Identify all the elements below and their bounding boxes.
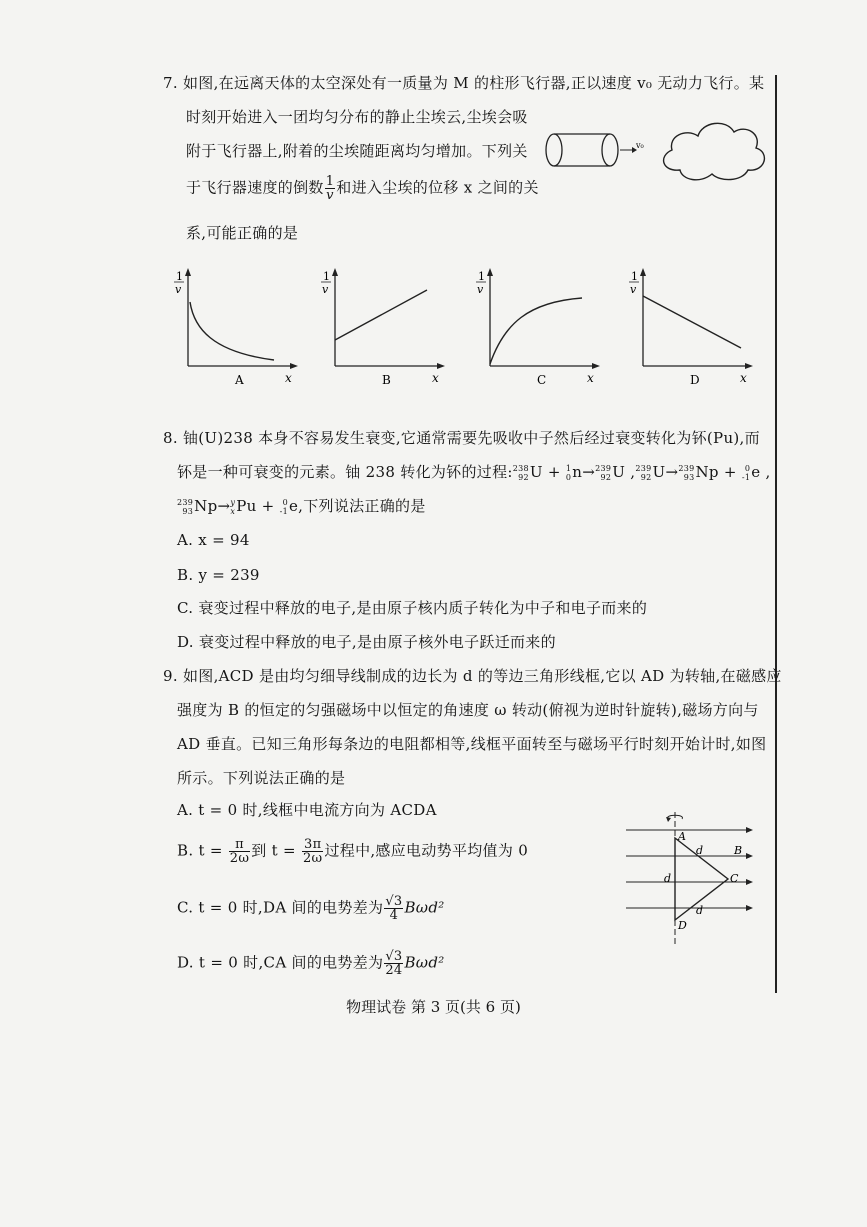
q8-line2-pre: 钚是一种可衰变的元素。铀 238 转化为钚的过程:	[177, 463, 513, 481]
pu-iso	[230, 498, 235, 516]
cylinder-spacecraft	[546, 134, 618, 166]
label-d: D	[678, 919, 687, 932]
pu-z: x	[230, 507, 236, 516]
q9-d-frac	[384, 950, 403, 977]
q9-b-post: 过程中,感应电动势平均值为 0	[324, 841, 529, 860]
e-mass-b: 0	[282, 498, 288, 507]
graph-d-xlabel: x	[740, 371, 747, 385]
frac-den: 4	[389, 908, 399, 923]
label-c: C	[730, 872, 739, 885]
np-z-b: 93	[182, 507, 194, 516]
q7-line4-post: 和进入尘埃的位移 x 之间的关	[336, 178, 539, 197]
graph-a	[174, 268, 298, 387]
label-d-side-bottom: d	[696, 904, 704, 917]
q9-line2: 强度为 B 的恒定的匀强磁场中以恒定的角速度 ω 转动(俯视为逆时针旋转),磁场方向与	[177, 701, 759, 719]
frac-num: 1	[325, 174, 335, 189]
u239-z-b: 92	[640, 473, 652, 482]
graph-d	[629, 268, 753, 387]
np-mass-b: 239	[177, 498, 194, 507]
graph-b-line	[335, 290, 427, 340]
graph-a-label: A	[235, 373, 244, 387]
graph-b-ylabel-num: 1	[323, 270, 330, 283]
q9-b-frac2	[302, 838, 323, 865]
q7-line3: 附于飞行器上,附着的尘埃随距离均匀增加。下列关	[186, 142, 528, 160]
graph-a-curve	[190, 302, 274, 360]
np-iso-b	[177, 498, 193, 516]
q8-option-a: A. x = 94	[177, 531, 250, 549]
q9-line3: AD 垂直。已知三角形每条边的电阻都相等,线框平面转至与磁场平行时刻开始计时,如图	[177, 735, 767, 753]
q9-d-pre: D. t = 0 时,CA 间的电势差为	[177, 953, 384, 972]
graph-a-ylabel-num: 1	[176, 270, 183, 283]
graph-d-line	[643, 296, 741, 348]
q8-line1: 8. 铀(U)238 本身不容易发生衰变,它通常需要先吸收中子然后经过衰变转化为钚(Pu),而	[163, 429, 760, 447]
q8-option-b: B. y = 239	[177, 566, 260, 584]
margin-rule	[775, 75, 777, 993]
q7-line4	[186, 175, 539, 202]
graph-c-curve	[490, 298, 582, 364]
q8-line3-end: e,下列说法正确的是	[288, 497, 426, 515]
q9-option-d	[177, 950, 445, 977]
q8-line3: 239 93 Np→ y x Pu + 0 -1 e,下列说法正确的是	[177, 497, 426, 516]
graph-d-label: D	[690, 373, 700, 387]
q9-b-mid: 到 t =	[251, 841, 301, 860]
q8-option-c: C. 衰变过程中释放的电子,是由原子核内质子转化为中子和电子而来的	[177, 599, 648, 617]
label-a: A	[678, 830, 686, 843]
u239-mass-b: 239	[635, 464, 652, 473]
graph-c-label: C	[537, 373, 547, 387]
u239-iso-b	[635, 464, 651, 482]
e-iso-b	[280, 498, 288, 516]
q9-b-frac1	[229, 838, 250, 865]
spacecraft-dust-figure	[540, 112, 770, 192]
q9-c-frac	[384, 895, 403, 922]
q9-option-c	[177, 895, 445, 922]
triangle-loop-figure	[620, 808, 770, 948]
graph-c	[476, 268, 600, 387]
q8-line3-post: Pu +	[236, 497, 280, 515]
frac-num: √3	[385, 949, 403, 964]
e-iso	[742, 464, 750, 482]
q9-option-a: A. t = 0 时,线框中电流方向为 ACDA	[177, 801, 437, 819]
np-iso	[678, 464, 694, 482]
frac-den: 2ω	[302, 851, 323, 866]
q9-line1: 9. 如图,ACD 是由均匀细导线制成的边长为 d 的等边三角形线框,它以 AD 为转轴,在磁感应	[163, 667, 782, 685]
graph-b-ylabel-den: v	[322, 283, 329, 296]
graph-a-xlabel: x	[285, 371, 292, 385]
graph-a-ylabel-den: v	[175, 283, 182, 296]
graph-d-ylabel-num: 1	[631, 270, 638, 283]
q9-c-pre: C. t = 0 时,DA 间的电势差为	[177, 898, 384, 917]
graph-c-xlabel: x	[587, 371, 594, 385]
frac-num: 3π	[302, 838, 323, 852]
n-z: 0	[565, 473, 572, 482]
u238-iso	[513, 464, 529, 482]
dust-cloud	[664, 123, 765, 180]
q9-option-b	[177, 838, 528, 865]
frac-num: π	[229, 838, 250, 852]
q8-line2: 钚是一种可衰变的元素。铀 238 转化为钚的过程: 238 92 U + 1 0 n→ 239 92 U , 239 92 U→ 239 93 Np + 0 -1 e ,	[177, 463, 771, 482]
graph-d-ylabel-den: v	[630, 283, 637, 296]
np-mass: 239	[678, 464, 695, 473]
frac-num: √3	[385, 894, 403, 909]
n-mass: 1	[565, 464, 572, 473]
u239-z: 92	[600, 473, 612, 482]
np-z: 93	[683, 473, 695, 482]
q9-c-post: Bωd²	[404, 898, 445, 917]
label-d-side-top: d	[696, 844, 704, 857]
graph-c-ylabel-den: v	[477, 283, 484, 296]
graph-c-ylabel-num: 1	[478, 270, 485, 283]
pu-mass: y	[230, 498, 236, 507]
u239-iso-a	[595, 464, 611, 482]
graph-b-label: B	[382, 373, 391, 387]
q8-option-d: D. 衰变过程中释放的电子,是由原子核外电子跃迁而来的	[177, 633, 556, 651]
q9-line4: 所示。下列说法正确的是	[177, 769, 346, 787]
label-d-side-left: d	[664, 872, 672, 885]
e-z: -1	[741, 473, 751, 482]
q9-b-pre: B. t =	[177, 841, 228, 860]
q7-line2: 时刻开始进入一团均匀分布的静止尘埃云,尘埃会吸	[186, 108, 528, 126]
n-iso	[566, 464, 571, 482]
u239-mass: 239	[595, 464, 612, 473]
magnetic-field-lines	[626, 827, 753, 911]
q7-line4-pre: 于飞行器速度的倒数	[186, 178, 324, 197]
u238-z: 92	[518, 473, 529, 482]
graph-b-xlabel: x	[432, 371, 439, 385]
label-b: B	[734, 844, 743, 857]
q7-line5: 系,可能正确的是	[186, 224, 299, 242]
e-z-b: -1	[279, 507, 288, 516]
frac-den: 2ω	[229, 851, 250, 866]
page-footer: 物理试卷 第 3 页(共 6 页)	[346, 998, 521, 1016]
q7-inverse-v-fraction	[325, 175, 336, 202]
frac-den: v	[326, 188, 334, 203]
q7-graphs	[168, 266, 768, 396]
q7-line1: 7. 如图,在远离天体的太空深处有一质量为 M 的柱形飞行器,正以速度 v₀ 无动力飞行。某	[163, 74, 765, 92]
e-mass: 0	[744, 464, 751, 473]
v0-label: v₀	[636, 141, 644, 150]
u238-mass: 238	[512, 464, 529, 473]
q9-d-post: Bωd²	[404, 953, 445, 972]
graph-b	[321, 268, 445, 387]
frac-den: 24	[385, 963, 403, 978]
